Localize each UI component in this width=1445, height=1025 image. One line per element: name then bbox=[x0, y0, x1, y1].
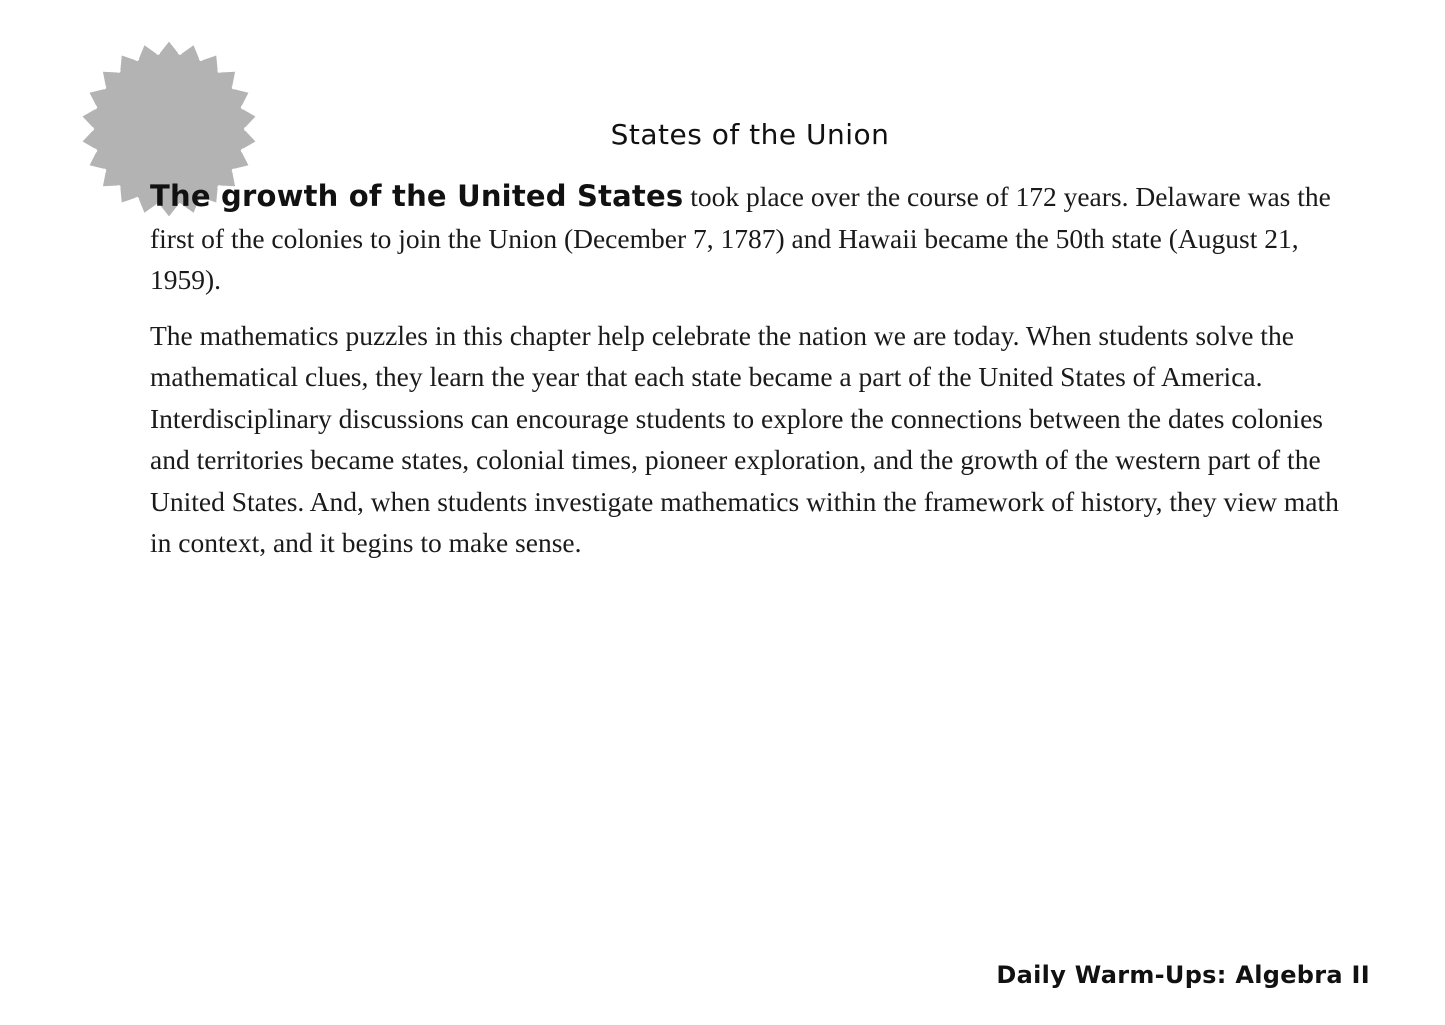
seal-notch bbox=[217, 64, 226, 73]
seal-notch bbox=[232, 82, 242, 90]
seal-notch bbox=[178, 45, 183, 55]
seal-notch bbox=[97, 168, 107, 176]
page-title: States of the Union bbox=[610, 118, 890, 151]
lead-in-heading: The growth of the United States bbox=[150, 179, 684, 213]
body-paragraph: The mathematics puzzles in this chapter help celebrate the nation we are today. When students solve the mathematical clues, they learn the year that each state became a part of the United States of America. Interdisciplinary discussions can encourage students to explore the connections between the dates colonies and territories became states, colonial times, pioneer exploration, and the growth of the western part of the United States. And, when students investigate mathematics within the framework of history, they view math in context, and it begins to make sense. bbox=[150, 319, 1339, 558]
footer-book-title: Daily Warm-Ups: Algebra II bbox=[996, 961, 1370, 989]
seal-notch bbox=[97, 82, 107, 90]
seal-notch bbox=[112, 64, 121, 73]
intro-paragraph bbox=[150, 176, 1360, 301]
seal-notch bbox=[155, 45, 160, 55]
seal-notch bbox=[112, 185, 121, 194]
body-text bbox=[150, 176, 1360, 564]
intro-text: took place over the course of 172 years. Delaware was the first of the colonies to join the Union (December 7, 1787) and Hawaii became the 50th state (August 21, 1959). bbox=[150, 181, 1331, 295]
